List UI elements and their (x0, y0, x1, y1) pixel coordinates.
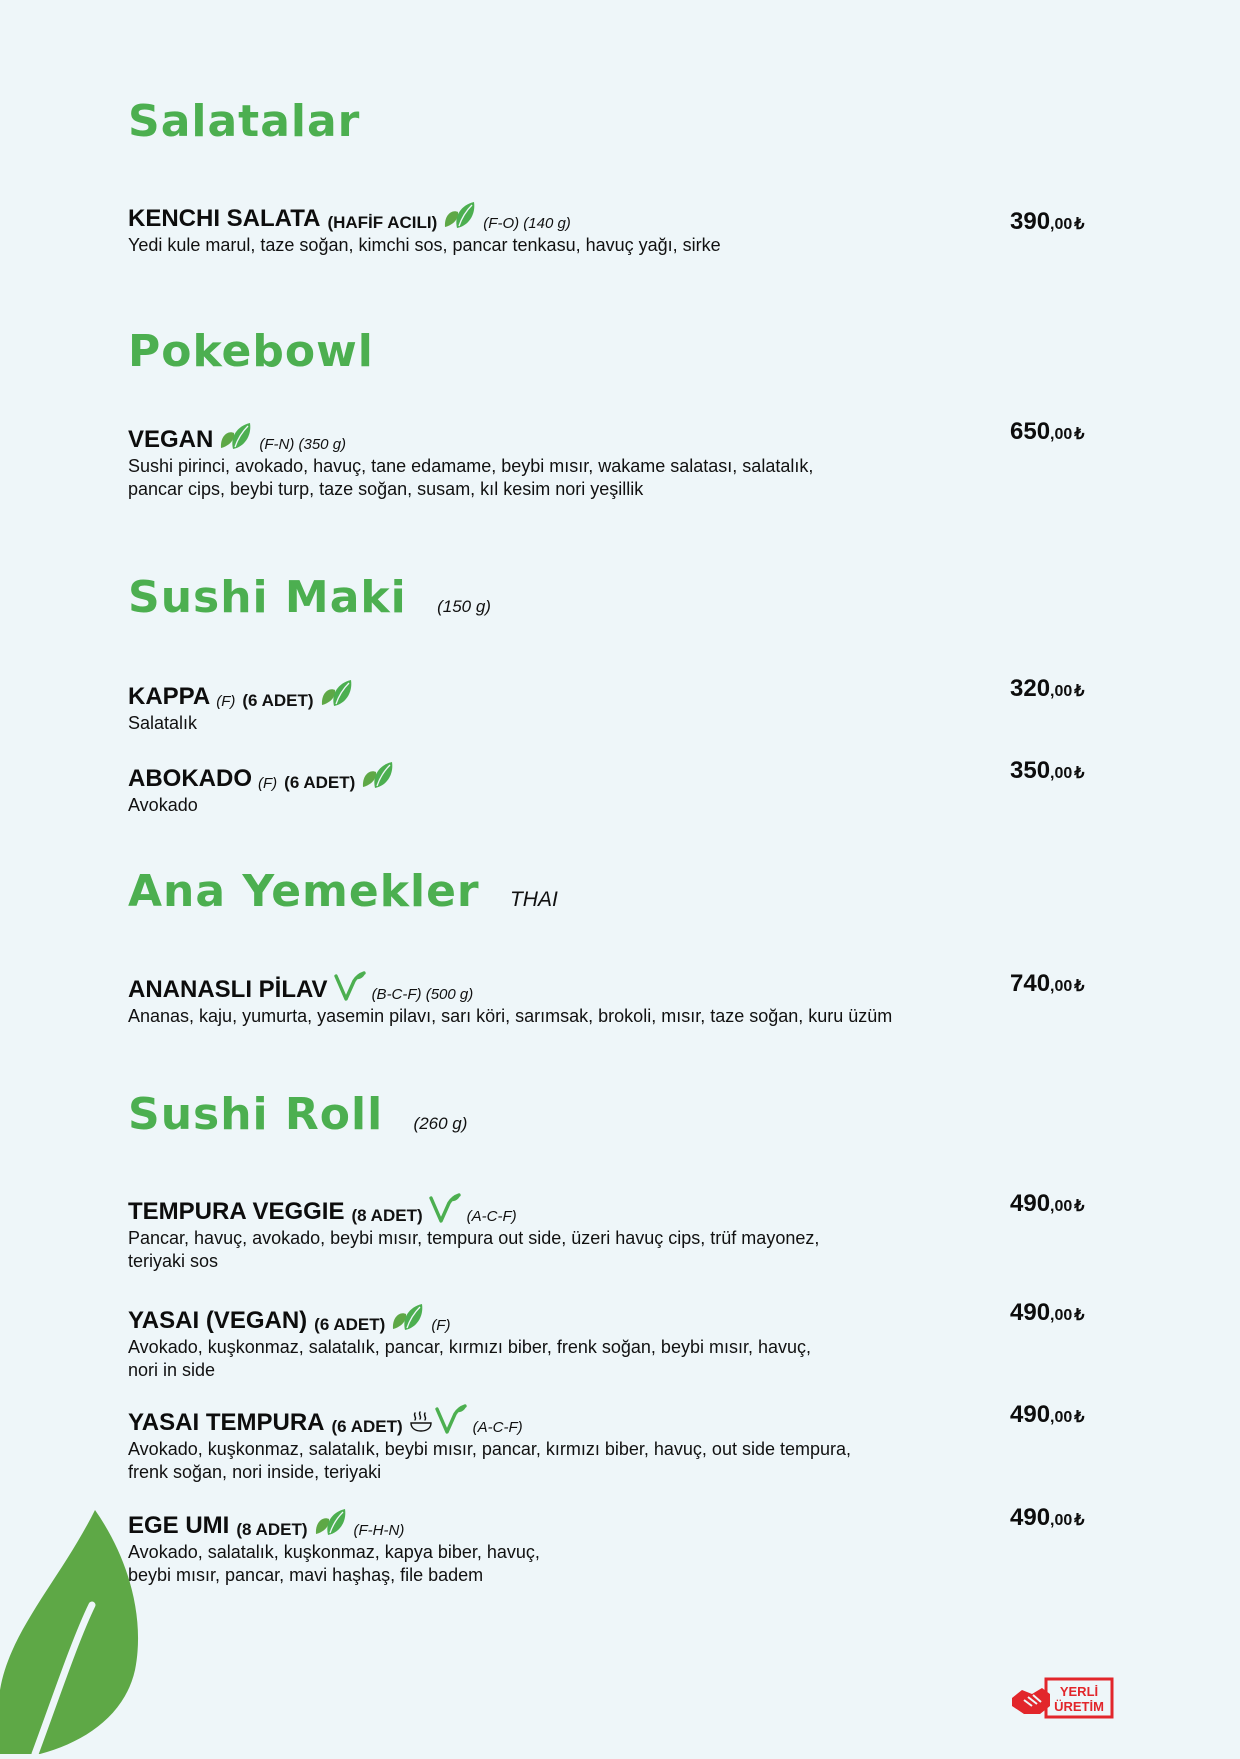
item-name: TEMPURA VEGGIE (128, 1198, 345, 1225)
item-tag: (6 ADET) (284, 773, 356, 792)
item-name: VEGAN (128, 426, 214, 453)
section-title-pokebowl: Pokebowl (128, 326, 374, 377)
item-name: KAPPA (128, 683, 211, 710)
item-description: Sushi pirinci, avokado, havuç, tane edamame, beybi mısır, wakame salatası, salatalık, pancar cips, beybi turp, taze soğan, susam, kıl kesim nori yeşillik (128, 456, 814, 499)
vegetarian-v-icon (435, 1404, 467, 1438)
hot-dish-icon (409, 1410, 433, 1438)
item-price: 650,00 ₺ (1010, 418, 1085, 445)
item-name: KENCHI SALATA (128, 205, 321, 232)
menu-item-tempura-veggie (128, 1190, 1128, 1273)
item-description: Avokado, kuşkonmaz, salatalık, pancar, kırmızı biber, frenk soğan, beybi mısır, havuç, nori in side (128, 1337, 811, 1380)
leaf-icon (219, 421, 253, 455)
item-price: 490,00 ₺ (1010, 1504, 1085, 1531)
menu-item-kappa (128, 675, 1128, 735)
item-name: YASAI (VEGAN) (128, 1307, 308, 1334)
leaf-icon (361, 760, 395, 794)
item-price: 490,00 ₺ (1010, 1299, 1085, 1326)
item-allergen-code: (F-N) (350 g) (259, 436, 347, 453)
menu-item-ege-umi (128, 1504, 1128, 1587)
menu-item-kenchi-salata (128, 197, 1128, 257)
leaf-icon (320, 678, 354, 712)
item-tag: (HAFİF ACILI) (327, 213, 438, 232)
item-name: YASAI TEMPURA (128, 1409, 325, 1436)
item-description: Avokado, salatalık, kuşkonmaz, kapya biber, havuç, beybi mısır, pancar, mavi haşhaş, file badem (128, 1542, 540, 1585)
section-note: (150 g) (437, 597, 491, 616)
item-description: Yedi kule marul, taze soğan, kimchi sos, pancar tenkasu, havuç yağı, sirke (128, 235, 721, 255)
decorative-leaf-icon (0, 1510, 150, 1759)
menu-item-abokado (128, 757, 1128, 817)
menu-item-yasai-vegan (128, 1299, 1128, 1382)
menu-item-yasai-tempura (128, 1401, 1128, 1484)
badge-line1: YERLİ (1059, 1684, 1099, 1699)
handshake-icon (1012, 1688, 1050, 1714)
item-allergen-code: (B-C-F) (500 g) (371, 986, 474, 1003)
leaf-icon (314, 1507, 348, 1541)
item-allergen-code: (F-H-N) (353, 1522, 405, 1539)
item-description: Pancar, havuç, avokado, beybi mısır, tempura out side, üzeri havuç cips, trüf mayonez, teriyaki sos (128, 1228, 820, 1271)
item-description: Avokado, kuşkonmaz, salatalık, beybi mısır, pancar, kırmızı biber, havuç, out side tempura, frenk soğan, nori inside, teriyaki (128, 1439, 852, 1482)
yerli-uretim-badge (1010, 1676, 1114, 1725)
section-title-sushi-maki: Sushi Maki (150 g) (128, 572, 491, 623)
leaf-icon (391, 1302, 425, 1336)
section-title-ana-yemekler: Ana Yemekler THAI (128, 866, 558, 917)
badge-line2: ÜRETİM (1054, 1699, 1104, 1714)
item-tag: (6 ADET) (242, 691, 314, 710)
item-name: ANANASLI PİLAV (128, 976, 328, 1003)
item-allergen-code: (F-O) (140 g) (483, 215, 571, 232)
menu-item-vegan (128, 418, 1128, 501)
section-title-salatalar: Salatalar (128, 96, 361, 147)
leaf-icon (443, 200, 477, 234)
section-title-sushi-roll: Sushi Roll (260 g) (128, 1089, 468, 1140)
item-allergen-code: (F) (258, 775, 278, 792)
vegetarian-v-icon (429, 1193, 461, 1227)
section-note: (260 g) (413, 1114, 468, 1133)
item-price: 490,00 ₺ (1010, 1190, 1085, 1217)
vegetarian-v-icon (334, 971, 366, 1005)
item-price: 320,00 ₺ (1010, 675, 1085, 702)
section-note: THAI (509, 888, 558, 911)
item-allergen-code: (A-C-F) (472, 1419, 523, 1436)
item-description: Ananas, kaju, yumurta, yasemin pilavı, sarı köri, sarımsak, brokoli, mısır, taze soğan, kuru üzüm (128, 1006, 893, 1026)
item-tag: (6 ADET) (331, 1417, 403, 1436)
item-price: 350,00 ₺ (1010, 757, 1085, 784)
item-description: Avokado (128, 795, 198, 815)
item-name: ABOKADO (128, 765, 252, 792)
menu-item-ananasli-pilav (128, 968, 1128, 1028)
item-tag: (8 ADET) (236, 1520, 308, 1539)
item-tag: (6 ADET) (314, 1315, 386, 1334)
item-description: Salatalık (128, 713, 198, 733)
item-price: 390,00 ₺ (1010, 208, 1085, 235)
item-allergen-code: (F) (431, 1317, 451, 1334)
item-name: EGE UMI (128, 1512, 230, 1539)
item-price: 740,00 ₺ (1010, 970, 1085, 997)
item-allergen-code: (F) (216, 693, 236, 710)
item-price: 490,00 ₺ (1010, 1401, 1085, 1428)
item-allergen-code: (A-C-F) (466, 1208, 517, 1225)
item-tag: (8 ADET) (351, 1206, 423, 1225)
